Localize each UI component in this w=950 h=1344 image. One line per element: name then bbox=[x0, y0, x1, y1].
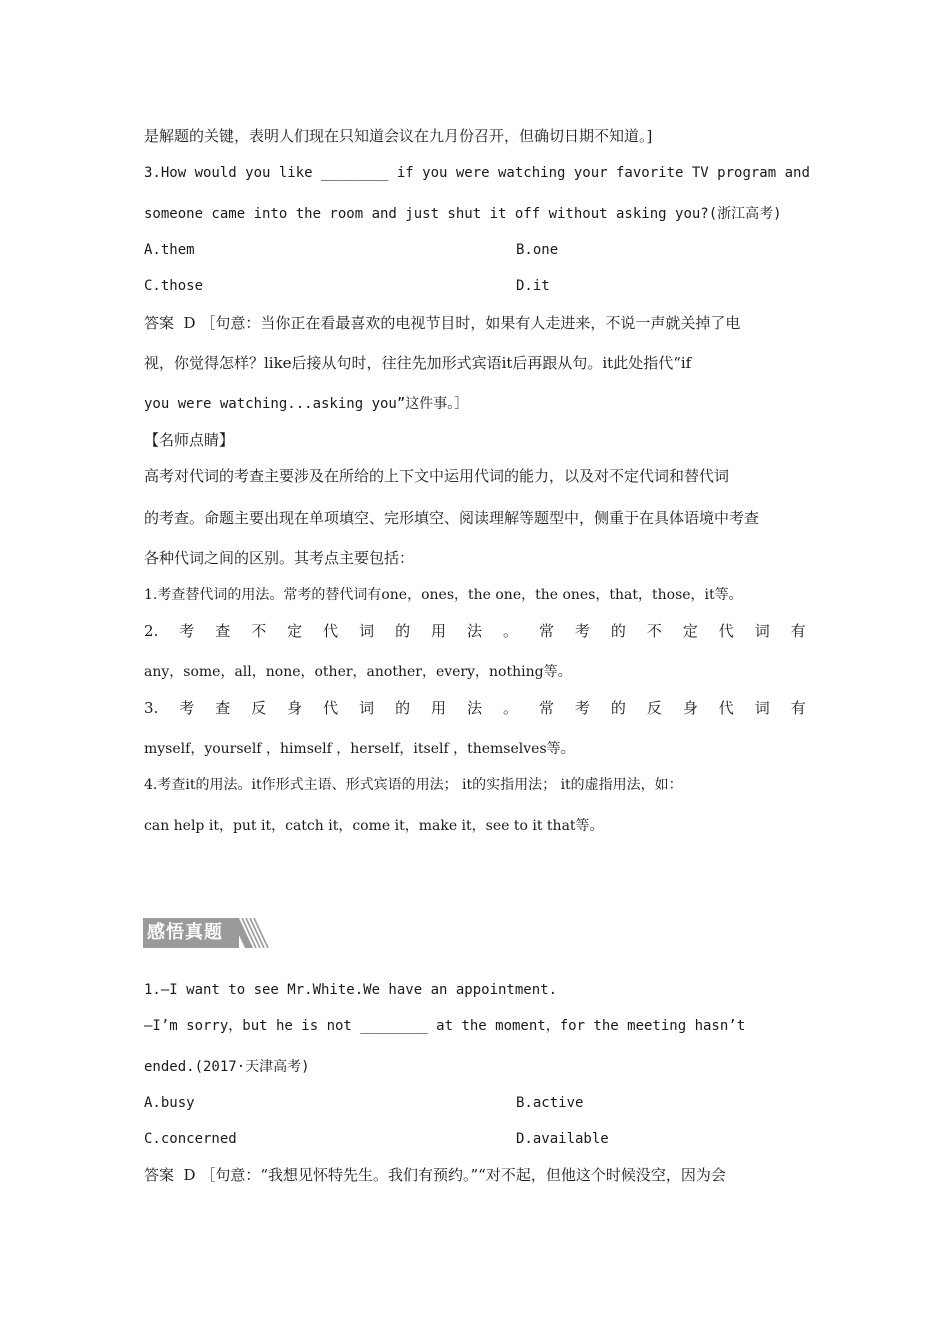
point-2-line-2: any，some，all，none，other，another，every，nothing等。 bbox=[144, 664, 572, 680]
glyph: 代 bbox=[718, 699, 734, 717]
slash-stripes-icon bbox=[231, 918, 271, 948]
glyph: 词 bbox=[754, 699, 770, 717]
section-title: 感悟真题 bbox=[143, 918, 239, 948]
tip-line-2: 的考查。命题主要出现在单项填空、完形填空、阅读理解等题型中，侧重于在具体语境中考查 bbox=[144, 509, 760, 527]
real-question-1-line-1: 1.—I want to see Mr.White.We have an appointment. bbox=[144, 982, 558, 998]
option-b: B.active bbox=[516, 1095, 584, 1111]
glyph: 3. bbox=[144, 699, 159, 717]
glyph: 常 bbox=[538, 622, 554, 640]
glyph: 反 bbox=[251, 699, 267, 717]
glyph: 词 bbox=[359, 622, 375, 640]
glyph: 不 bbox=[646, 622, 662, 640]
glyph: 查 bbox=[215, 699, 231, 717]
glyph: 定 bbox=[287, 622, 303, 640]
glyph: 常 bbox=[538, 699, 554, 717]
point-1: 1.考查替代词的用法。常考的替代词有one，ones，the one，the ones，that，those，it等。 bbox=[144, 587, 743, 603]
glyph: 身 bbox=[287, 699, 303, 717]
glyph: 的 bbox=[610, 699, 626, 717]
glyph: 考 bbox=[179, 622, 195, 640]
glyph: 代 bbox=[718, 622, 734, 640]
question-3-line-2: someone came into the room and just shut it off without asking you?(浙江高考) bbox=[144, 206, 782, 222]
section-header-badge bbox=[143, 918, 269, 948]
glyph: 查 bbox=[215, 622, 231, 640]
glyph: 定 bbox=[682, 622, 698, 640]
glyph: 。 bbox=[502, 622, 518, 640]
point-4-line-2: can help it，put it，catch it，come it，make it，see to it that等。 bbox=[144, 818, 604, 834]
glyph: 代 bbox=[323, 622, 339, 640]
glyph: 代 bbox=[323, 699, 339, 717]
answer-line-2: 视，你觉得怎样？like后接从句时，往往先加形式宾语it后再跟从句。it此处指代“if bbox=[144, 354, 692, 372]
glyph: 法 bbox=[467, 699, 483, 717]
answer-line: 答案 D ［句意：“我想见怀特先生。我们有预约。”“对不起，但他这个时候没空，因为会 bbox=[144, 1166, 726, 1184]
point-4-line-1: 4.考查it的用法。it作形式主语、形式宾语的用法； it的实指用法； it的虚指用法，如： bbox=[144, 777, 683, 793]
real-question-1-line-3: ended.(2017·天津高考) bbox=[144, 1059, 310, 1075]
glyph: 用 bbox=[431, 622, 447, 640]
point-3-line-2: myself，yourself ，himself ，herself，itself ，themselves等。 bbox=[144, 741, 575, 757]
answer-line-3: you were watching...asking you”这件事。］ bbox=[144, 396, 469, 412]
glyph: 的 bbox=[395, 699, 411, 717]
glyph: 身 bbox=[682, 699, 698, 717]
glyph: 的 bbox=[610, 622, 626, 640]
glyph: 用 bbox=[431, 699, 447, 717]
glyph: 不 bbox=[251, 622, 267, 640]
glyph: 反 bbox=[646, 699, 662, 717]
real-question-1-line-2: —I’m sorry，but he is not ________ at the moment，for the meeting hasn’t bbox=[144, 1018, 746, 1034]
option-c: C.concerned bbox=[144, 1131, 237, 1147]
glyph: 考 bbox=[574, 622, 590, 640]
glyph: 。 bbox=[502, 699, 518, 717]
option-d: D.it bbox=[516, 278, 550, 294]
glyph: 法 bbox=[467, 622, 483, 640]
glyph: 考 bbox=[179, 699, 195, 717]
option-d: D.available bbox=[516, 1131, 609, 1147]
point-2-line-1 bbox=[144, 621, 806, 641]
option-a: A.busy bbox=[144, 1095, 195, 1111]
glyph: 的 bbox=[395, 622, 411, 640]
tip-line-1: 高考对代词的考查主要涉及在所给的上下文中运用代词的能力，以及对不定代词和替代词 bbox=[144, 467, 730, 485]
option-b: B.one bbox=[516, 242, 559, 258]
tip-title: 【名师点睛】 bbox=[144, 431, 235, 449]
tip-line-3: 各种代词之间的区别。其考点主要包括： bbox=[144, 549, 415, 567]
point-3-line-1 bbox=[144, 698, 806, 718]
option-c: C.those bbox=[144, 278, 204, 294]
glyph: 词 bbox=[359, 699, 375, 717]
text-line: 是解题的关键，表明人们现在只知道会议在九月份召开，但确切日期不知道。] bbox=[144, 127, 653, 145]
answer-line-1: 答案 D ［句意：当你正在看最喜欢的电视节目时，如果有人走进来，不说一声就关掉了电 bbox=[144, 314, 741, 332]
glyph: 词 bbox=[754, 622, 770, 640]
glyph: 有 bbox=[790, 699, 806, 717]
glyph: 有 bbox=[790, 622, 806, 640]
question-3-line-1: 3.How would you like ________ if you were watching your favorite TV program and bbox=[144, 165, 810, 181]
glyph: 2. bbox=[144, 622, 159, 640]
glyph: 考 bbox=[574, 699, 590, 717]
option-a: A.them bbox=[144, 242, 195, 258]
